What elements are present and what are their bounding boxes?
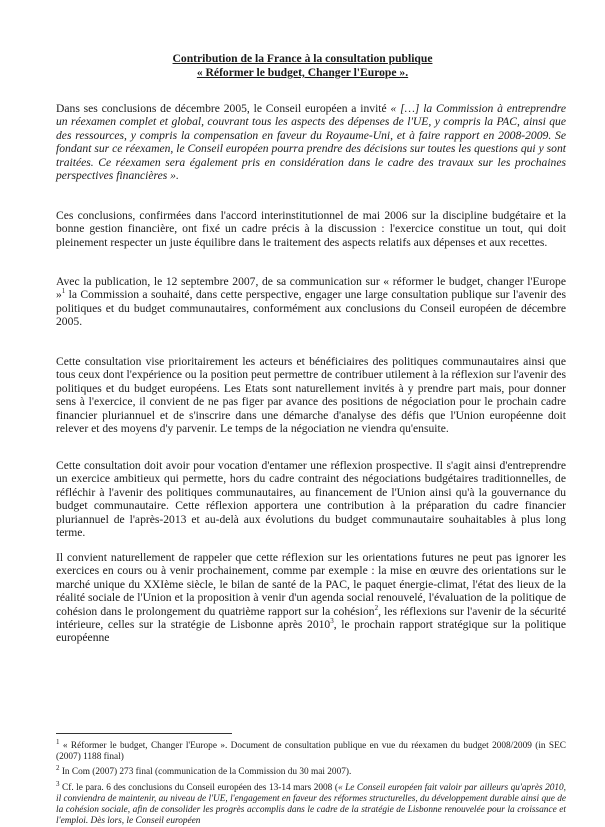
paragraph-6 [56, 551, 566, 645]
paragraph-1-quote: « […] la Commission à entreprendre un réexamen complet et global, couvrant tous les aspects des dépenses de l'UE, y compris la PAC, ainsi que des ressources, y compris la compensation en faveur du Royaume-Uni, et à faire rapport en 2008-2009. Se fondant sur ce réexamen, le Conseil européen pourra prendre des décisions sur toutes les questions qui y sont traitées. Ce réexamen sera également pris en considération dans le cadre des travaux sur les prochaines perspectives financières ». [56, 102, 566, 183]
footnote-ref-3: 3 [330, 617, 334, 626]
paragraph-3 [56, 275, 566, 329]
footnote-separator [56, 733, 232, 734]
paragraph-3-part-a: Avec la publication, le 12 septembre 2007, de sa communication sur « réformer le budget, changer l'Europe » [56, 275, 566, 302]
footnote-3-number: 3 [56, 779, 60, 788]
paragraph-6-part-c: , le prochain rapport stratégique sur la politique européenne [56, 618, 566, 645]
paragraph-3-part-b: la Commission a souhaité, dans cette perspective, engager une large consultation publique sur l'avenir des politiques et du budget communautaires, conformément aux conclusions du Conseil européen de décembre 2005. [56, 288, 566, 329]
paragraph-1-intro: Dans ses conclusions de décembre 2005, le Conseil européen a invité [56, 102, 391, 115]
footnote-1-text: « Réformer le budget, Changer l'Europe ». Document de consultation publique en vue du réexamen du budget 2008/2009 (in SEC (2007) 1188 final) [56, 741, 566, 762]
paragraph-4: Cette consultation vise prioritairement les acteurs et bénéficiaires des politiques communautaires ainsi que tous ceux dont l'expérience ou la position peut permettre de contribuer utilement à la réflexion sur l'avenir des politiques et du budget européens. Les Etats sont naturellement invités à y prendre part mais, pour donner sens à l'exercice, il convient de ne pas figer par avance des positions de négociation pour le prochain cadre financier pluriannuel et de s'inscrire dans une démarche d'analyse des défis que l'Union européenne doit relever et des moyens d'y parvenir. Le temps de la négociation ne viendra qu'ensuite. [56, 355, 566, 436]
paragraph-5: Cette consultation doit avoir pour vocation d'entamer une réflexion prospective. Il s'agit ainsi d'entreprendre un exercice ambitieux qui permette, hors du cadre contraint des négociations budgétaires traditionnelles, de réfléchir à l'avenir des politiques communautaires, au financement de l'Union ainsi qu'à la gouvernance du budget communautaire. Cette réflexion apportera une contribution à la préparation du cadre financier pluriannuel de l'après-2013 et au-delà aux évolutions du budget communautaire souhaitables à plus long terme. [56, 459, 566, 540]
footnote-ref-2: 2 [374, 603, 379, 612]
paragraph-2: Ces conclusions, confirmées dans l'accord interinstitutionnel de mai 2006 sur la discipline budgétaire et la bonne gestion financière, ont fixé un cadre précis à la discussion : l'exercice constitue un tout, qui doit pleinement respecter un juste équilibre dans le traitement des aspects relatifs aux dépenses et aux recettes. [56, 209, 566, 249]
footnote-3 [56, 779, 566, 827]
footnote-3-text: Cf. le para. 6 des conclusions du Conseil européen des 13-14 mars 2008 ( [59, 783, 338, 793]
footnote-2-text: In Com (2007) 273 final (communication de la Commission du 30 mai 2007). [59, 767, 352, 777]
footnote-3-quote: « Le Conseil européen fait valoir par ailleurs qu'après 2010, il conviendra de maintenir, au niveau de l'UE, l'engagement en faveur des réformes structurelles, du développement durable ainsi que de la cohésion sociale, afin de consolider les progrès accomplis dans le cadre de la stratégie de Lisbonne renouvelée pour la croissance et l'emploi. Dès lors, le Conseil européen [56, 783, 566, 826]
paragraph-6-part-b: , les réflexions sur l'avenir de la sécurité intérieure, celles sur la stratégie de Lisbonne après 2010 [56, 604, 566, 632]
document-title-line1: Contribution de la France à la consultation publique [172, 52, 433, 65]
footnote-ref-1: 1 [61, 287, 66, 296]
footnote-2 [56, 763, 566, 778]
document-title-line2: « Réformer le budget, Changer l'Europe ». [196, 66, 409, 79]
footnote-2-number: 2 [56, 763, 60, 772]
paragraph-6-part-a: Il convient naturellement de rappeler que cette réflexion sur les orientations futures ne peut pas ignorer les exercices en cours ou à venir prochainement, comme par exemple : la mise en œuvre des orientations sur le marché unique du XXIème siècle, le bilan de santé de la PAC, le paquet énergie-climat, l'état des lieux de la réalité sociale de l'Union et la proposition à venir d'un agenda social renouvelé, l'évaluation de la politique de cohésion dans le prolongement du quatrième rapport sur la cohésion [56, 551, 566, 618]
paragraph-1 [56, 102, 566, 182]
footnote-1 [56, 737, 566, 763]
footnote-1-number: 1 [56, 737, 60, 746]
